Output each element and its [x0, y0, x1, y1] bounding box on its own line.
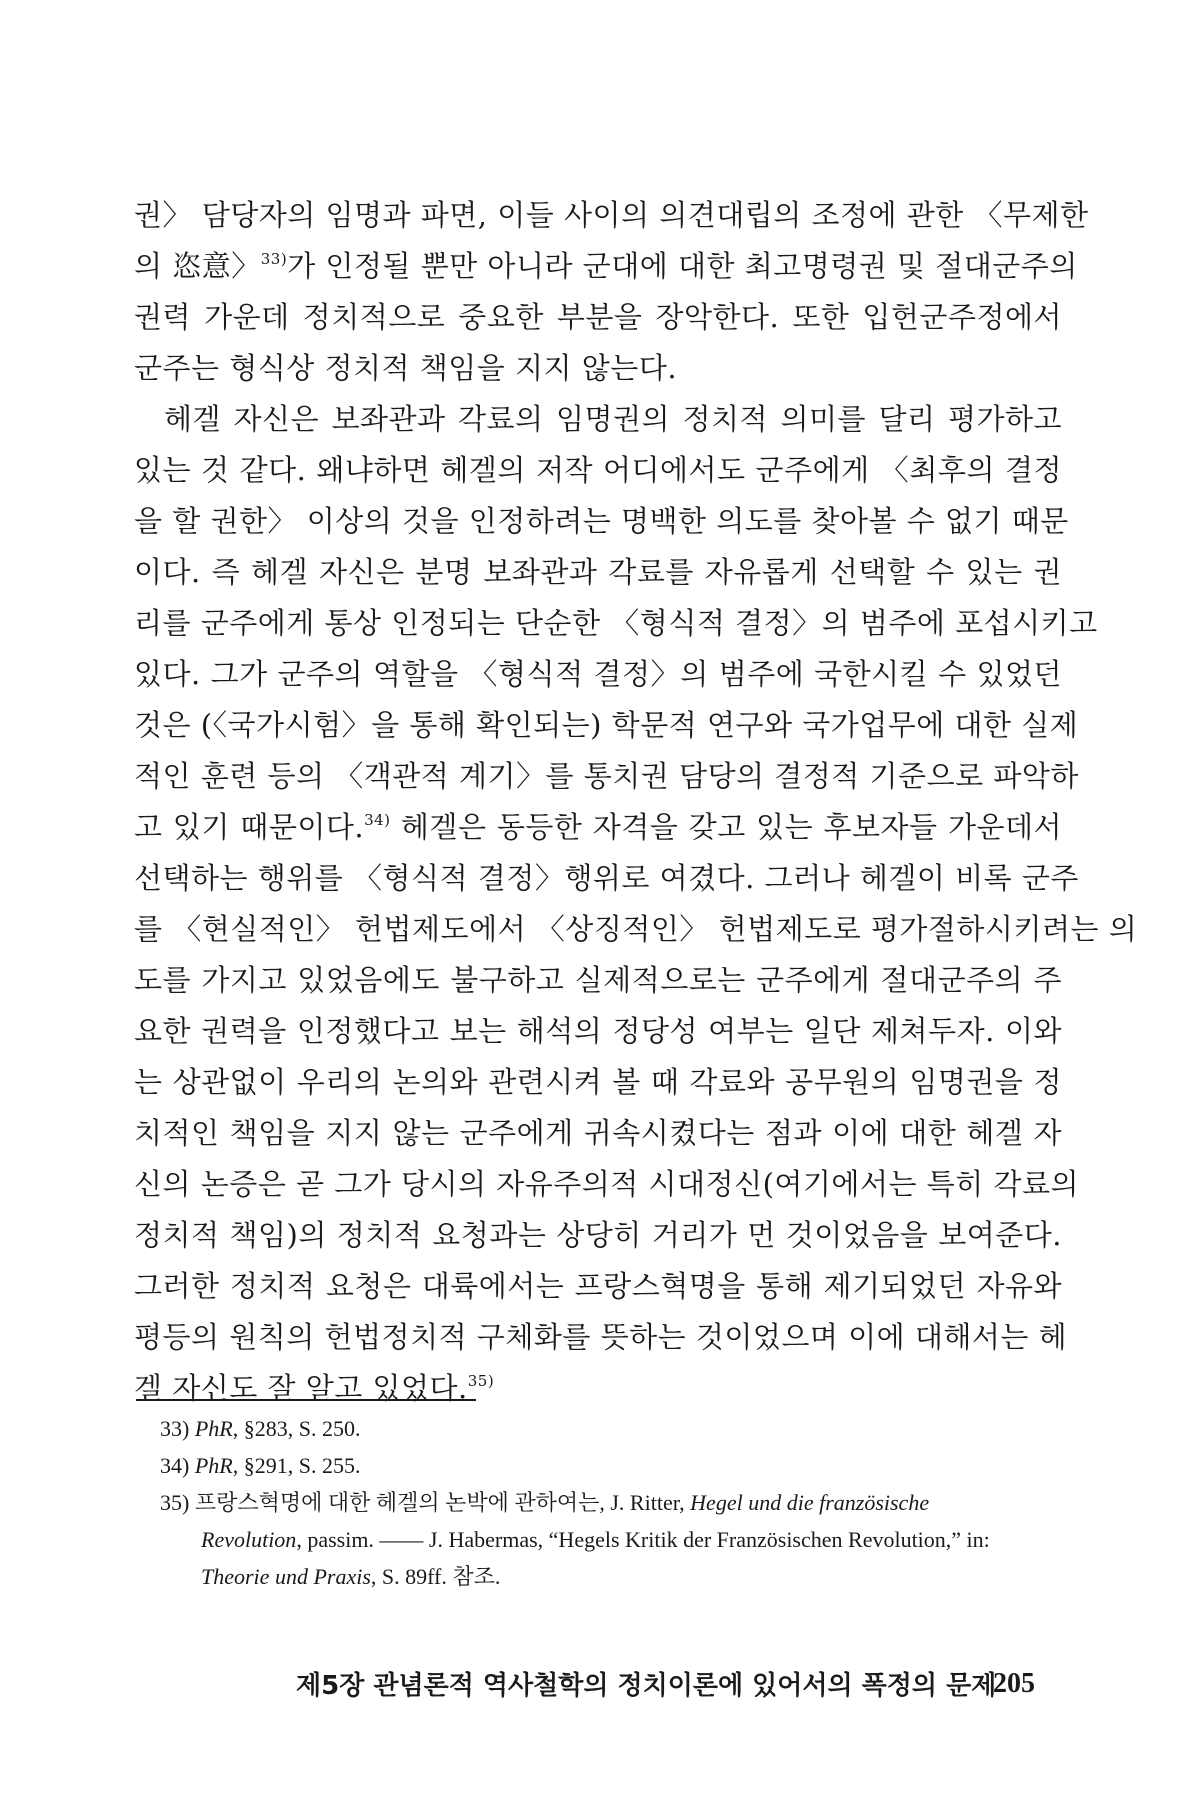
- footnote-35-title-1: Hegel und die französische: [690, 1490, 930, 1515]
- running-footer-title: 제5장 관념론적 역사철학의 정치이론에 있어서의 폭정의 문제: [296, 1671, 997, 1701]
- body-line-13-end: 헤겔은 동등한 자격을 갖고 있는 후보자들 가운데서: [400, 810, 1062, 844]
- footnote-34-number: 34): [160, 1453, 190, 1478]
- footnote-34-ref: , §291, S. 255.: [232, 1453, 361, 1478]
- body-line-16: 도를 가지고 있었음에도 불구하고 실제적으로는 군주에게 절대군주의 주: [134, 963, 1062, 997]
- footnote-35-line-2: [160, 1521, 1060, 1558]
- footnote-35-intro: 프랑스혁명에 대한 헤겔의 논박에 관하여는,: [194, 1490, 605, 1515]
- body-line-2: [134, 241, 1078, 292]
- footnote-ref-35[interactable]: 35): [467, 1372, 495, 1390]
- body-line-3: 권력 가운데 정치적으로 중요한 부분을 장악한다. 또한 입헌군주정에서: [134, 300, 1062, 334]
- body-line-24-text: 겔 자신도 잘 알고 있었다.: [134, 1371, 468, 1405]
- body-line-22: 그러한 정치적 요청은 대륙에서는 프랑스혁명을 통해 제기되었던 자유와: [134, 1269, 1062, 1303]
- body-line-2-start: 의 恣意〉: [134, 249, 261, 283]
- body-line-23: 평등의 원칙의 헌법정치적 구체화를 뜻하는 것이었으며 이에 대해서는 헤: [134, 1320, 1068, 1354]
- footnote-35-passim: , passim. —— J. Habermas, “Hegels Kritik der Französischen Revolution,” in:: [296, 1527, 990, 1552]
- body-line-2-end: 가 인정될 뿐만 아니라 군대에 대한 최고명령권 및 절대군주의: [287, 249, 1078, 283]
- footnote-33-number: 33): [160, 1416, 190, 1441]
- footnote-35-author-1: J. Ritter,: [604, 1490, 691, 1515]
- body-line-10: 있다. 그가 군주의 역할을 〈형식적 결정〉의 범주에 국한시킬 수 있었던: [134, 657, 1062, 691]
- body-line-15: 를 〈현실적인〉 헌법제도에서 〈상징적인〉 헌법제도로 평가절하시키려는 의: [134, 912, 1138, 946]
- body-line-7: 을 할 권한〉 이상의 것을 인정하려는 명백한 의도를 찾아볼 수 없기 때문: [134, 504, 1069, 538]
- body-line-1: 권〉 담당자의 임명과 파면, 이들 사이의 의견대립의 조정에 관한 〈무제한: [134, 198, 1089, 232]
- body-line-24: [134, 1363, 1062, 1414]
- body-line-21: 정치적 책임)의 정치적 요청과는 상당히 거리가 먼 것이었음을 보여준다.: [134, 1218, 1062, 1252]
- body-line-13-start: 고 있기 때문이다.: [134, 810, 365, 844]
- body-line-11: 것은 (〈국가시험〉을 통해 확인되는) 학문적 연구와 국가업무에 대한 실제: [134, 708, 1079, 742]
- body-line-14: 선택하는 행위를 〈형식적 결정〉행위로 여겼다. 그러나 헤겔이 비록 군주: [134, 861, 1079, 895]
- body-line-18: 는 상관없이 우리의 논의와 관련시켜 볼 때 각료와 공무원의 임명권을 정: [134, 1065, 1062, 1099]
- footnote-ref-34[interactable]: 34): [364, 811, 391, 829]
- body-line-4: 군주는 형식상 정치적 책임을 지지 않는다.: [134, 351, 678, 385]
- footnote-35-end: , S. 89ff. 참조.: [370, 1564, 501, 1589]
- body-line-6: 있는 것 같다. 왜냐하면 헤겔의 저작 어디에서도 군주에게 〈최후의 결정: [134, 453, 1062, 487]
- footnote-divider: [136, 1399, 476, 1401]
- footnotes: [160, 1410, 1060, 1595]
- body-line-8: 이다. 즉 헤겔 자신은 분명 보좌관과 각료를 자유롭게 선택할 수 있는 권: [134, 555, 1062, 589]
- body-line-9: 리를 군주에게 통상 인정되는 단순한 〈형식적 결정〉의 범주에 포섭시키고: [134, 606, 1098, 640]
- footnote-35-title-2: Theorie und Praxis: [201, 1564, 371, 1589]
- footnote-33-ref: , §283, S. 250.: [232, 1416, 361, 1441]
- footnote-35: [160, 1484, 1060, 1521]
- footnote-35-number: 35): [160, 1490, 190, 1515]
- footnote-35-title-1-cont: Revolution: [201, 1527, 297, 1552]
- body-line-5: 헤겔 자신은 보좌관과 각료의 임명권의 정치적 의미를 달리 평가하고: [164, 402, 1062, 436]
- footnote-33-source: PhR: [194, 1416, 233, 1441]
- footnote-ref-33[interactable]: 33): [260, 250, 288, 268]
- body-line-12: 적인 훈련 등의 〈객관적 계기〉를 통치권 담당의 결정적 기준으로 파악하: [134, 759, 1079, 793]
- body-line-20: 신의 논증은 곧 그가 당시의 자유주의적 시대정신(여기에서는 특히 각료의: [134, 1167, 1079, 1201]
- page-number: 205: [993, 1668, 1035, 1699]
- body-line-17: 요한 권력을 인정했다고 보는 해석의 정당성 여부는 일단 제쳐두자. 이와: [134, 1014, 1062, 1048]
- footnote-33: [160, 1410, 1060, 1447]
- footnote-35-line-3: [160, 1558, 1060, 1595]
- body-line-13: [134, 802, 1062, 853]
- body-line-19: 치적인 책임을 지지 않는 군주에게 귀속시켰다는 점과 이에 대한 헤겔 자: [134, 1116, 1062, 1150]
- body-text: [134, 190, 1138, 1414]
- footnote-34: [160, 1447, 1060, 1484]
- footnote-34-source: PhR: [194, 1453, 233, 1478]
